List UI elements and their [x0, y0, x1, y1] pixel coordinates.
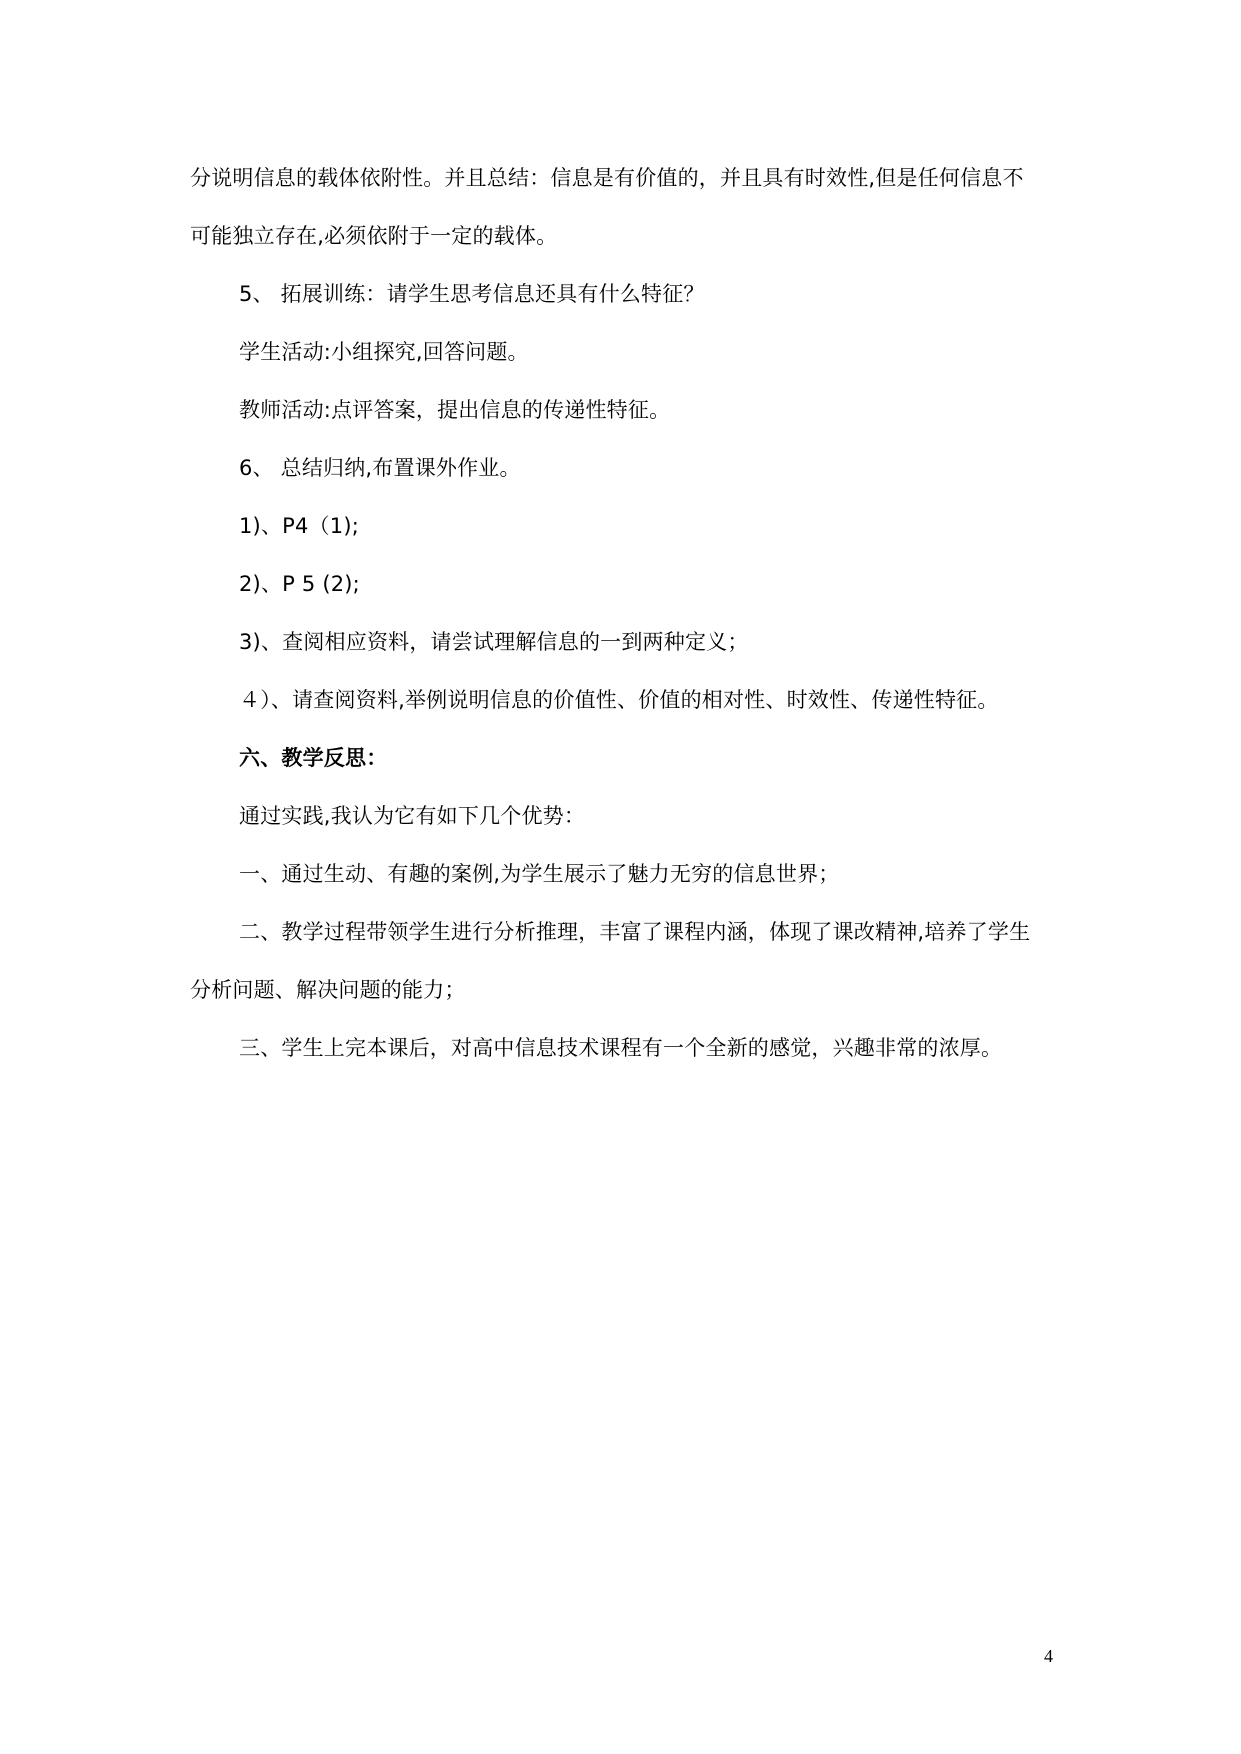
- homework-item-2: 2)、P 5 (2);: [239, 572, 360, 596]
- body-line-2: 可能独立存在,必须依附于一定的载体。: [190, 224, 558, 248]
- reflection-intro: 通过实践,我认为它有如下几个优势：: [239, 804, 586, 828]
- homework-item-4: ４）、请查阅资料,举例说明信息的价值性、价值的相对性、时效性、传递性特征。: [239, 688, 999, 712]
- homework-item-1: 1)、P4（1);: [239, 514, 360, 538]
- teacher-activity-line: 教师活动:点评答案，提出信息的传递性特征。: [239, 398, 671, 422]
- reflection-point-2-continued: 分析问题、解决问题的能力；: [190, 978, 466, 1002]
- step-6-line: 6、 总结归纳,布置课外作业。: [239, 456, 521, 480]
- body-line-1: 分说明信息的载体依附性。并且总结：信息是有价值的，并且具有时效性,但是任何信息不: [190, 166, 1024, 190]
- student-activity-line: 学生活动:小组探究,回答问题。: [239, 340, 529, 364]
- reflection-point-3: 三、学生上完本课后，对高中信息技术课程有一个全新的感觉，兴趣非常的浓厚。: [239, 1036, 1003, 1060]
- reflection-heading: 六、教学反思：: [239, 746, 388, 770]
- step-5-line: 5、 拓展训练：请学生思考信息还具有什么特征？: [239, 282, 705, 306]
- reflection-point-2: 二、教学过程带领学生进行分析推理，丰富了课程内涵，体现了课改精神,培养了学生: [239, 920, 1031, 944]
- homework-item-3: 3)、查阅相应资料，请尝试理解信息的一到两种定义；: [239, 630, 749, 654]
- reflection-point-1: 一、通过生动、有趣的案例,为学生展示了魅力无穷的信息世界；: [239, 862, 840, 886]
- page-number: 4: [1044, 1646, 1053, 1666]
